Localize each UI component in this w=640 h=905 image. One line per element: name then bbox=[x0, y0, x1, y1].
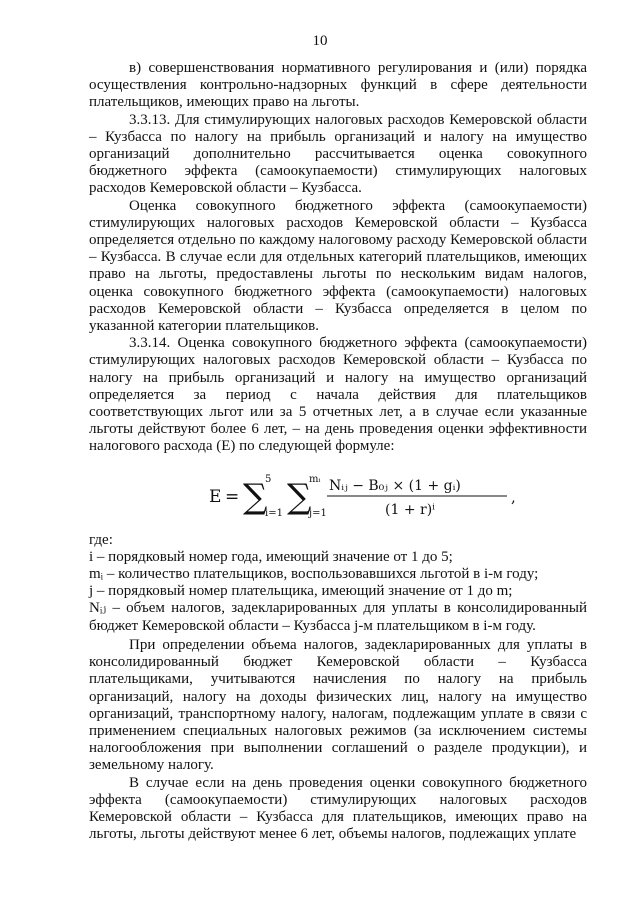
formula-denominator: (1 + r)ⁱ bbox=[385, 501, 435, 518]
document-body bbox=[89, 60, 587, 843]
paragraph-3-3-14: 3.3.14. Оценка совокупного бюджетного эффекта (самоокупаемости) стимулирующих налоговых расходов Кемеровской области – Кузбасса по налогу на прибыль организаций и налогу на имущество организаций определяется за период с начала действия для плательщиков соответствующих льгот или за 5 отчетных лет, а в случае если указанные льготы действуют более 6 лет, – на день проведения оценки эффективности налогового расхода (E) по следующей формуле: bbox=[89, 335, 587, 455]
paragraph-tax-volume: При определении объема налогов, задекларированных для уплаты в консолидированный бюджет Кемеровской области – Кузбасса плательщиками, учитываются начисления по налогу на прибыль организаций, налогу на доходы физических лиц, налогу на имущество организаций, транспортному налогу, налогам, подлежащим уплате в связи с применением специальных налоговых режимов (за исключением системы налогообложения при выполнении соглашений о разделе продукции), и земельному налогу. bbox=[89, 636, 587, 774]
formula-lhs: E bbox=[209, 486, 222, 507]
paragraph-3-3-13: 3.3.13. Для стимулирующих налоговых расходов Кемеровской области – Кузбасса по налогу на прибыль организаций и налогу на имущество организаций дополнительно рассчитывается оценка совокупного бюджетного эффекта (самоокупаемости) стимулирующих налоговых расходов Кемеровской области – Кузбасса. bbox=[89, 111, 587, 197]
formula-equals: = bbox=[225, 486, 240, 507]
formula-trailing: , bbox=[511, 487, 516, 506]
definition-j: j – порядковый номер плательщика, имеющий значение от 1 до m; bbox=[89, 583, 513, 600]
formula-block bbox=[89, 460, 587, 530]
definitions-intro: где: bbox=[89, 531, 113, 548]
formula-sum2-upper: mᵢ bbox=[309, 473, 321, 485]
definition-i: i – порядковый номер года, имеющий значение от 1 до 5; bbox=[89, 548, 453, 565]
formula-sum1-upper: 5 bbox=[265, 473, 272, 485]
page-number: 10 bbox=[312, 33, 328, 49]
formula-sum1: ∑ bbox=[243, 476, 268, 517]
formula-sum2-lower: j=1 bbox=[309, 507, 327, 519]
formula-svg bbox=[209, 460, 529, 530]
formula-sum1-lower: i=1 bbox=[265, 507, 283, 519]
paragraph-less-than-6-years: В случае если на день проведения оценки совокупного бюджетного эффекта (самоокупаемости) стимулирующих налоговых расходов Кемеровской области – Кузбасса для плательщиков, имеющих право на льготы, льготы действуют менее 6 лет, объемы налогов, подлежащих уплате bbox=[89, 774, 587, 843]
formula-sum2: ∑ bbox=[287, 476, 312, 517]
formula-numerator: Nᵢⱼ − B₀ⱼ × (1 + gᵢ) bbox=[329, 477, 461, 494]
definition-n: Nᵢⱼ – объем налогов, задекларированных для уплаты в консолидированный бюджет Кемеровской области – Кузбасса j-м плательщиком в i-м году. bbox=[89, 600, 587, 634]
definition-m: mᵢ – количество плательщиков, воспользовавшихся льготой в i-м году; bbox=[89, 566, 539, 583]
paragraph-p1: в) совершенствования нормативного регулирования и (или) порядка осуществления контрольно-надзорных функций в сфере деятельности плательщиков, имеющих право на льготы. bbox=[89, 60, 587, 111]
paragraph-assessment: Оценка совокупного бюджетного эффекта (самоокупаемости) стимулирующих налоговых расходов Кемеровской области – Кузбасса определяется отдельно по каждому налоговому расходу Кемеровской области – Кузбасса. В случае если для отдельных категорий плательщиков, имеющих право на льготы, предоставлены льготы по нескольким видам налогов, оценка совокупного бюджетного эффекта (самоокупаемости) налоговых расходов Кемеровской области – Кузбасса определяется в целом по указанной категории плательщиков. bbox=[89, 197, 587, 335]
